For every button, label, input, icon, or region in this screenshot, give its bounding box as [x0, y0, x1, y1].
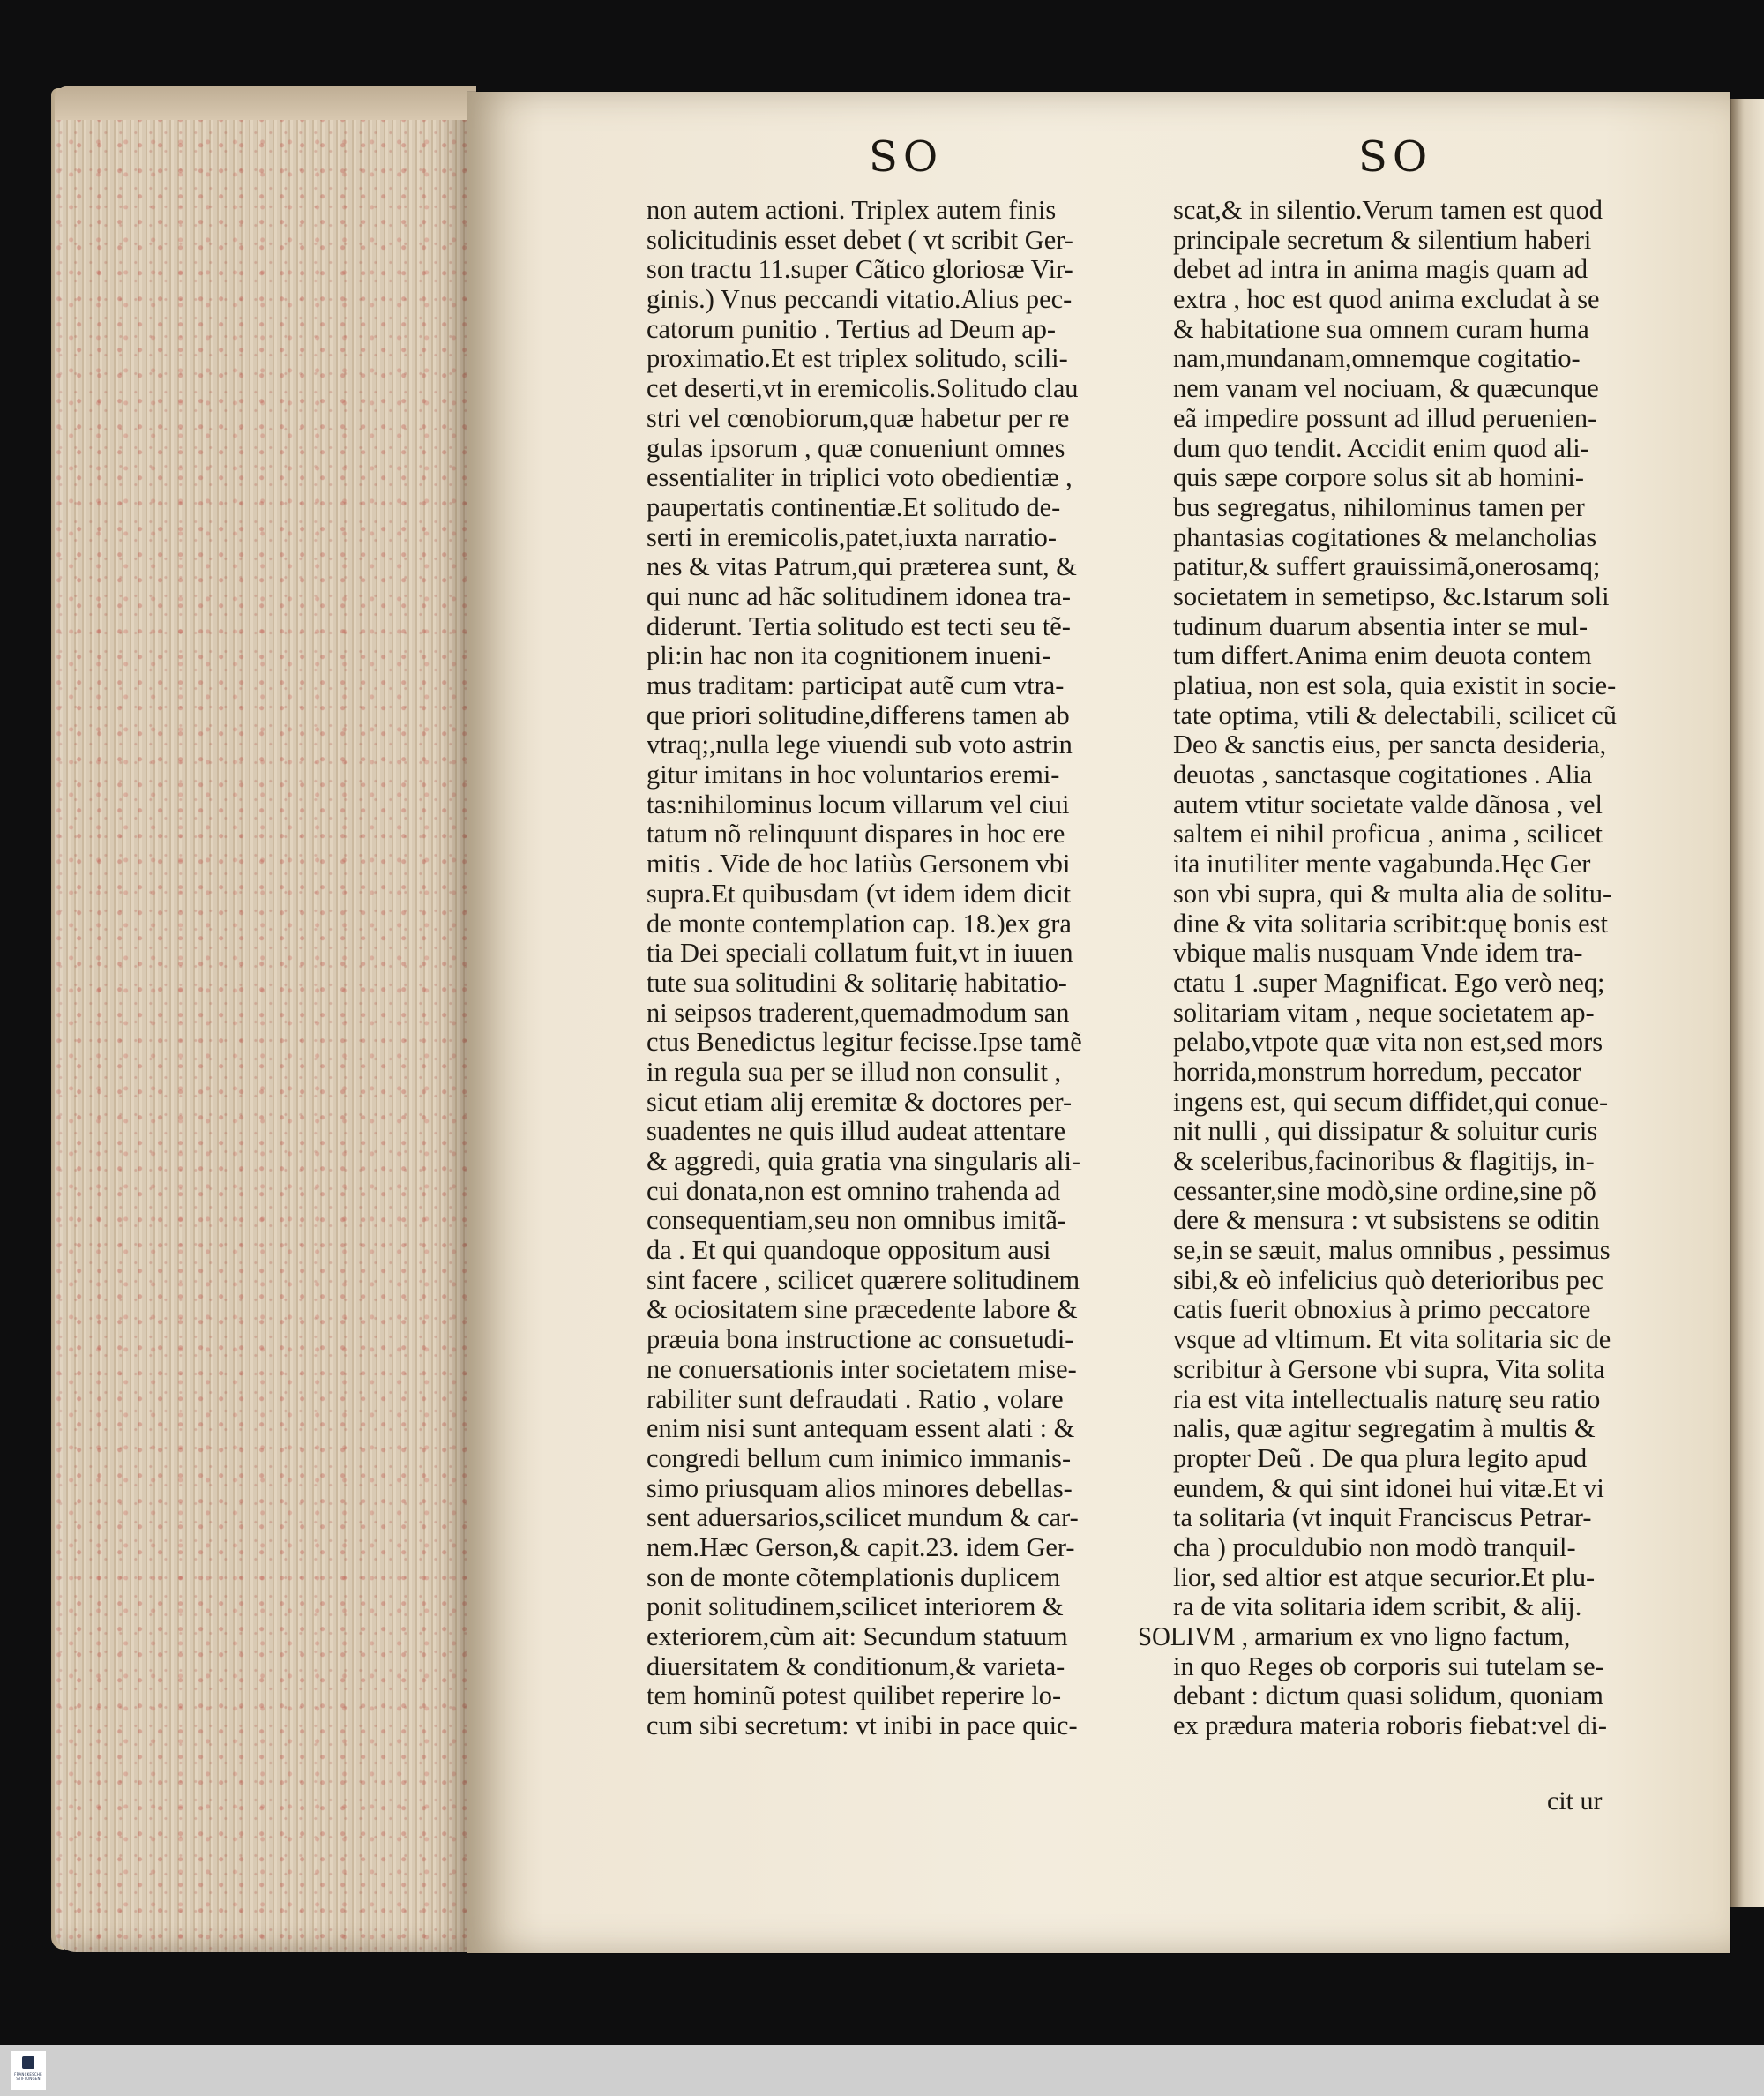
right-column-line: tate optima, vtili & delectabili, scilicet cũ: [1173, 700, 1617, 730]
right-column-line: catis fuerit obnoxius à primo peccatore: [1173, 1294, 1591, 1325]
right-column-line: ita inutiliter mente vagabunda.Hęc Ger: [1173, 849, 1591, 880]
left-column-line: rabiliter sunt defraudati . Ratio , volare: [647, 1383, 1064, 1414]
right-column-line: propter Deũ . De qua plura legito apud: [1173, 1442, 1588, 1473]
library-logo-text: FRANCKESCHE STIFTUNGEN: [14, 2072, 42, 2081]
left-column-line: simo priusquam alios minores debellas-: [647, 1472, 1073, 1503]
right-column-line: Deo & sanctis eius, per sancta desideria,: [1173, 730, 1607, 760]
right-column-line: & habitatione sua omnem curam huma: [1173, 313, 1589, 344]
right-column-line: saltem ei nihil proficua , anima , scilicet: [1173, 819, 1603, 850]
right-column-line: sibi,& eò infelicius quò deterioribus pec: [1173, 1264, 1603, 1295]
right-column-line: & sceleribus,facinoribus & flagitijs, in-: [1173, 1146, 1595, 1176]
right-column-line: nem vanam vel nociuam, & quæcunque: [1173, 373, 1599, 404]
right-column-line: bus segregatus, nihilominus tamen per: [1173, 491, 1585, 522]
right-column-line: ctatu 1 .super Magnificat. Ego verò neq;: [1173, 967, 1605, 998]
right-column-line: SOLIVM , armarium ex vno ligno factum,: [1138, 1621, 1571, 1651]
right-column-line: pelabo,vtpote quæ vita non est,sed mors: [1173, 1027, 1603, 1058]
right-column-line: se,in se sæuit, malus omnibus , pessimus: [1173, 1235, 1611, 1266]
library-logo: [11, 2051, 46, 2090]
right-text-column: [1138, 195, 1654, 1741]
right-column-line: son vbi supra, qui & multa alia de solitu-: [1173, 878, 1612, 909]
left-column-line: mitis . Vide de hoc latiùs Gersonem vbi: [647, 849, 1071, 880]
left-text-column: [647, 196, 1140, 1741]
left-column-line: sicut etiam alij eremitæ & doctores per-: [647, 1086, 1073, 1117]
left-column-line: consequentiam,seu non omnibus imitã-: [647, 1205, 1067, 1236]
book-fore-edge: [55, 86, 476, 1952]
left-column-line: ginis.) Vnus peccandi vitatio.Alius pec-: [647, 284, 1073, 315]
left-column-line: diderunt. Tertia solitudo est tecti seu tẽ-: [647, 610, 1071, 641]
right-column-line: tum differt.Anima enim deuota contem: [1173, 640, 1592, 671]
catchword: cit ur: [1547, 1786, 1603, 1815]
left-column-line: ni seipsos traderent,quemadmodum san: [647, 997, 1070, 1028]
left-column-line: son de monte cõtemplationis duplicem: [647, 1561, 1061, 1592]
right-column-line: debet ad intra in anima magis quam ad: [1173, 254, 1588, 285]
right-column-line: scribitur à Gersone vbi supra, Vita solita: [1173, 1353, 1605, 1384]
left-column-line: nem.Hæc Gerson,& capit.23. idem Ger-: [647, 1531, 1075, 1562]
left-column-line: da . Et qui quandoque oppositum ausi: [647, 1235, 1051, 1266]
right-column-line: dum quo tendit. Accidit enim quod ali-: [1173, 432, 1589, 463]
right-column-line: platiua, non est sola, quia existit in socie-: [1173, 670, 1617, 700]
left-column-line: non autem actioni. Triplex autem finis: [647, 195, 1057, 225]
left-column-line: gulas ipsorum , quæ conueniunt omnes: [647, 432, 1065, 463]
right-column-line: vbique malis nusquam Vnde idem tra-: [1173, 938, 1583, 969]
right-column-line: ta solitaria (vt inquit Franciscus Petrar-: [1173, 1502, 1592, 1533]
right-column-line: dere & mensura : vt subsistens se oditin: [1173, 1205, 1600, 1236]
left-column-line: de monte contemplation cap. 18.)ex gra: [647, 908, 1072, 939]
running-head-left: SO: [869, 132, 944, 182]
left-column-line: suadentes ne quis illud audeat attentare: [647, 1116, 1066, 1147]
right-column-line: extra , hoc est quod anima excludat à se: [1173, 284, 1600, 315]
left-column-line: tas:nihilominus locum villarum vel ciui: [647, 789, 1070, 820]
left-column-line: son tractu 11.super Cãtico gloriosæ Vir-: [647, 254, 1073, 285]
left-column-line: in regula sua per se illud non consulit ,: [647, 1056, 1062, 1087]
right-column-line: debant : dictum quasi solidum, quoniam: [1173, 1681, 1603, 1711]
right-column-line: ex prædura materia roboris fiebat:vel di-: [1173, 1710, 1607, 1741]
left-column-line: ctus Benedictus legitur fecisse.Ipse tamẽ: [647, 1027, 1082, 1058]
right-column-line: horrida,monstrum horredum, peccator: [1173, 1056, 1581, 1087]
left-column-line: stri vel cœnobiorum,quæ habetur per re: [647, 402, 1070, 433]
left-column-line: paupertatis continentiæ.Et solitudo de-: [647, 491, 1061, 522]
left-column-line: congredi bellum cum inimico immanis-: [647, 1442, 1072, 1473]
left-column-line: sent aduersarios,scilicet mundum & car-: [647, 1502, 1079, 1533]
right-column-line: deuotas , sanctasque cogitationes . Alia: [1173, 760, 1593, 790]
left-column-line: enim nisi sunt antequam essent alati : &: [647, 1413, 1075, 1444]
right-column-line: lior, sed altior est atque securior.Et plu-: [1173, 1561, 1596, 1592]
left-column-line: proximatio.Et est triplex solitudo, scili-: [647, 343, 1068, 374]
right-column-line: societatem in semetipso, &c.Istarum soli: [1173, 580, 1610, 611]
right-column-line: scat,& in silentio.Verum tamen est quod: [1173, 195, 1603, 225]
right-column-line: nam,mundanam,omnemque cogitatio-: [1173, 343, 1581, 374]
left-column-line: cum sibi secretum: vt inibi in pace quic-: [647, 1710, 1078, 1741]
right-column-line: vsque ad vltimum. Et vita solitaria sic de: [1173, 1324, 1611, 1355]
left-column-line: tem hominũ potest quilibet reperire lo-: [647, 1681, 1062, 1711]
left-column-line: catorum punitio . Tertius ad Deum ap-: [647, 313, 1057, 344]
left-column-line: tia Dei speciali collatum fuit,vt in iuuen: [647, 938, 1073, 969]
left-column-line: exteriorem,cùm ait: Secundum statuum: [647, 1621, 1068, 1651]
right-column-line: patitur,& suffert grauissimã,onerosamq;: [1173, 551, 1601, 582]
right-column-line: ria est vita intellectualis naturę seu ratio: [1173, 1383, 1601, 1414]
left-column-line: supra.Et quibusdam (vt idem idem dicit: [647, 878, 1072, 909]
right-column-line: solitariam vitam , neque societatem ap-: [1173, 997, 1595, 1028]
left-column-line: serti in eremicolis,patet,iuxta narratio-: [647, 521, 1057, 552]
left-column-line: præuia bona instructione ac consuetudi-: [647, 1324, 1074, 1355]
left-column-line: que priori solitudine,differens tamen ab: [647, 700, 1070, 730]
left-column-line: cui donata,non est omnino trahenda ad: [647, 1175, 1061, 1206]
right-column-line: quis sæpe corpore solus sit ab homini-: [1173, 462, 1584, 493]
left-column-line: ne conuersationis inter societatem mise-: [647, 1353, 1077, 1384]
right-column-line: ingens est, qui secum diffidet,qui conue-: [1173, 1086, 1609, 1117]
right-column-line: eã impedire possunt ad illud peruenien-: [1173, 402, 1597, 433]
left-column-line: sint facere , scilicet quærere solitudinem: [647, 1264, 1080, 1295]
left-column-line: diuersitatem & conditionum,& varieta-: [647, 1651, 1065, 1681]
right-column-line: ra de vita solitaria idem scribit, & alij.: [1173, 1591, 1582, 1622]
left-column-line: solicitudinis esset debet ( vt scribit Ger-: [647, 224, 1073, 255]
library-footer-bar: [0, 2045, 1764, 2096]
book-top-edge: [55, 86, 476, 120]
right-column-line: cha ) proculdubio non modò tranquil-: [1173, 1531, 1576, 1562]
left-column-line: gitur imitans in hoc voluntarios eremi-: [647, 760, 1060, 790]
right-column-line: in quo Reges ob corporis sui tutelam se-: [1173, 1651, 1604, 1681]
right-column-line: cessanter,sine modò,sine ordine,sine põ: [1173, 1175, 1596, 1206]
left-column-line: vtraq;,nulla lege viuendi sub voto astrin: [647, 730, 1073, 760]
running-head-right: SO: [1358, 132, 1433, 182]
left-column-line: cet deserti,vt in eremicolis.Solitudo clau: [647, 373, 1079, 404]
right-column-line: phantasias cogitationes & melancholias: [1173, 521, 1597, 552]
right-column-line: autem vtitur societate valde dãnosa , vel: [1173, 789, 1603, 820]
left-column-line: essentialiter in triplici voto obedientiæ ,: [647, 462, 1073, 493]
left-column-line: & aggredi, quia gratia vna singularis ali-: [647, 1146, 1081, 1176]
right-column-line: principale secretum & silentium haberi: [1173, 224, 1592, 255]
left-column-line: & ociositatem sine præcedente labore &: [647, 1294, 1078, 1325]
right-column-line: dine & vita solitaria scribit:quę bonis est: [1173, 908, 1608, 939]
left-column-line: pli:in hac non ita cognitionem inueni-: [647, 640, 1051, 671]
left-column-line: tatum nõ relinquunt dispares in hoc ere: [647, 819, 1065, 850]
facing-page-edge: [1730, 99, 1764, 1907]
left-column-line: nes & vitas Patrum,qui præterea sunt, &: [647, 551, 1077, 582]
right-column-line: nalis, quæ agitur segregatim à multis &: [1173, 1413, 1596, 1444]
left-column-line: ponit solitudinem,scilicet interiorem &: [647, 1591, 1064, 1622]
right-column-line: nit nulli , qui dissipatur & soluitur curis: [1173, 1116, 1598, 1147]
right-column-line: eundem, & qui sint idonei hui vitæ.Et vi: [1173, 1472, 1604, 1503]
library-logo-icon: [22, 2056, 34, 2069]
left-column-line: qui nunc ad hãc solitudinem idonea tra-: [647, 580, 1072, 611]
left-column-line: mus traditam: participat autẽ cum vtra-: [647, 670, 1065, 700]
right-column-line: tudinum duarum absentia inter se mul-: [1173, 610, 1588, 641]
left-column-line: tute sua solitudini & solitariẹ habitatio-: [647, 967, 1067, 998]
